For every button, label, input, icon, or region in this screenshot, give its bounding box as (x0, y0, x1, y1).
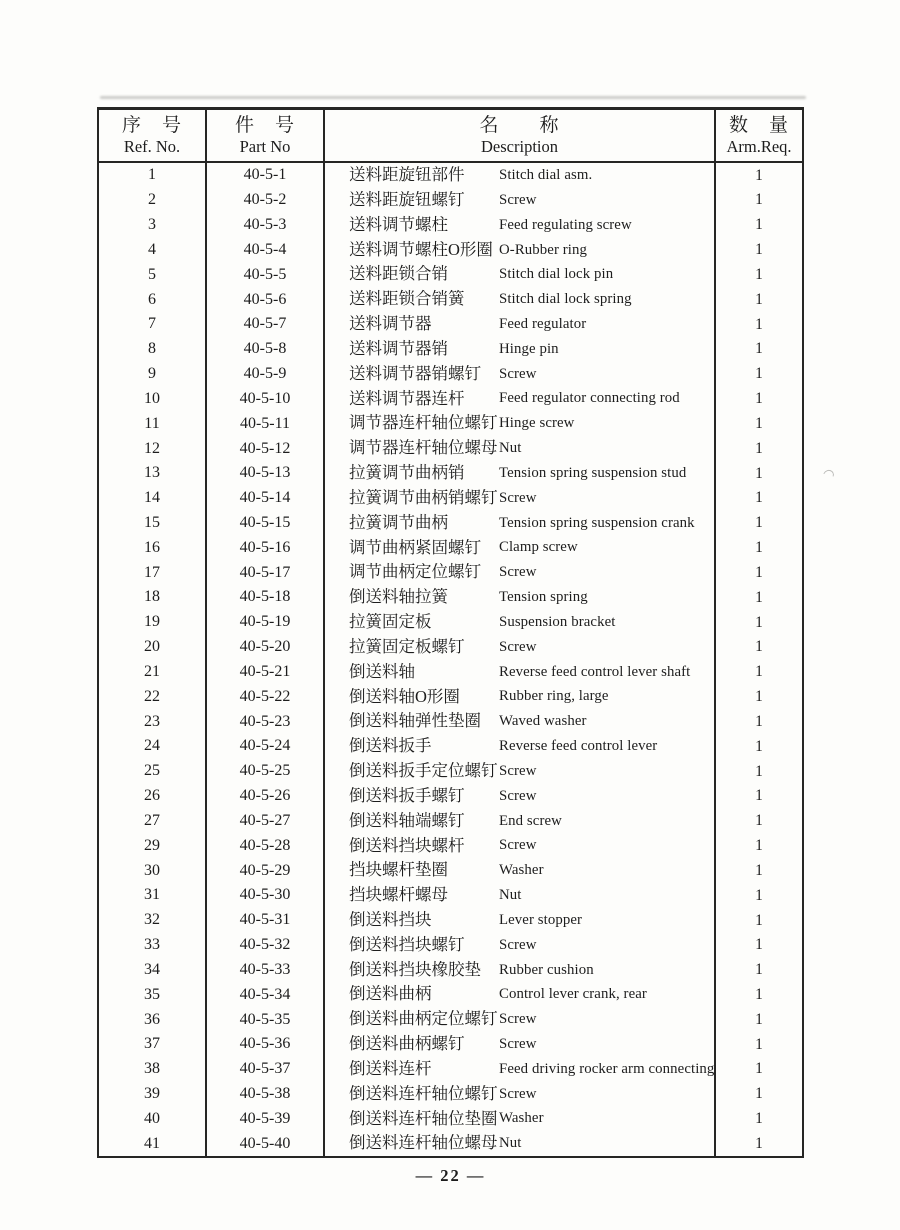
description-english: Stitch dial lock spring (499, 291, 632, 308)
description-cell (325, 660, 716, 685)
description-cell (325, 213, 716, 238)
part-no-cell: 40-5-21 (207, 660, 325, 685)
description-cell (325, 933, 716, 958)
table-row (99, 684, 802, 709)
description-english: Feed regulator (499, 315, 587, 332)
table-row (99, 560, 802, 585)
table-body (99, 163, 802, 1156)
description-english: Screw (499, 762, 537, 779)
description-english: Washer (499, 1110, 544, 1127)
description-chinese: 送料距旋钮部件 (349, 165, 465, 185)
table-row (99, 1007, 802, 1032)
description-english: Screw (499, 564, 537, 581)
description-chinese: 倒送料连杆轴位螺钉 (349, 1083, 498, 1103)
description-english: Hinge screw (499, 415, 575, 432)
table-row (99, 933, 802, 958)
description-cell (325, 262, 716, 287)
scan-curl-artifact (821, 468, 835, 482)
part-no-cell: 40-5-13 (207, 461, 325, 486)
quantity-cell: 1 (755, 464, 763, 482)
table-row (99, 709, 802, 734)
ref-no-cell: 31 (99, 883, 207, 908)
ref-no-cell: 15 (99, 511, 207, 536)
quantity-cell: 1 (755, 638, 763, 656)
description-cell (325, 237, 716, 262)
quantity-cell: 1 (755, 787, 763, 805)
description-chinese: 挡块螺杆垫圈 (349, 860, 448, 880)
header-quantity (716, 110, 802, 161)
table-row (99, 237, 802, 262)
quantity-cell: 1 (755, 489, 763, 507)
ref-no-cell: 10 (99, 386, 207, 411)
description-english: Lever stopper (499, 911, 583, 928)
description-english: Reverse feed control lever shaft (499, 663, 691, 680)
table-header-row (99, 110, 802, 163)
description-cell (325, 684, 716, 709)
description-cell (325, 411, 716, 436)
header-quantity-zh: 数 量 (728, 115, 789, 136)
table-row (99, 188, 802, 213)
quantity-cell: 1 (755, 340, 763, 358)
ref-no-cell: 12 (99, 436, 207, 461)
part-no-cell: 40-5-38 (207, 1082, 325, 1107)
description-chinese: 拉簧调节曲柄 (349, 512, 448, 532)
quantity-cell: 1 (755, 1134, 763, 1152)
quantity-cell: 1 (755, 1085, 763, 1103)
quantity-cell: 1 (755, 861, 763, 879)
ref-no-cell: 13 (99, 461, 207, 486)
ref-no-cell: 36 (99, 1007, 207, 1032)
description-chinese: 送料距锁合销 (349, 264, 448, 284)
description-chinese: 拉簧调节曲柄销 (349, 463, 465, 483)
description-chinese: 调节曲柄定位螺钉 (349, 562, 481, 582)
description-cell (325, 759, 716, 784)
description-chinese: 送料距锁合销簧 (349, 289, 465, 309)
description-chinese: 送料调节器销 (349, 338, 448, 358)
part-no-cell: 40-5-31 (207, 908, 325, 933)
part-no-cell: 40-5-30 (207, 883, 325, 908)
header-part-no-zh: 件 号 (234, 115, 295, 136)
ref-no-cell: 22 (99, 684, 207, 709)
part-no-cell: 40-5-36 (207, 1032, 325, 1057)
header-part-no (207, 110, 325, 161)
description-cell (325, 833, 716, 858)
scan-smear-artifact (100, 96, 806, 99)
ref-no-cell: 18 (99, 585, 207, 610)
part-no-cell: 40-5-17 (207, 560, 325, 585)
part-no-cell: 40-5-22 (207, 684, 325, 709)
description-cell (325, 982, 716, 1007)
header-ref-no-zh: 序 号 (121, 115, 182, 136)
ref-no-cell: 34 (99, 958, 207, 983)
part-no-cell: 40-5-14 (207, 486, 325, 511)
description-cell (325, 287, 716, 312)
quantity-cell: 1 (755, 539, 763, 557)
part-no-cell: 40-5-20 (207, 635, 325, 660)
description-chinese: 倒送料扳手 (349, 736, 432, 756)
quantity-cell: 1 (755, 886, 763, 904)
description-chinese: 倒送料轴 (349, 661, 415, 681)
description-english: Hinge pin (499, 340, 559, 357)
ref-no-cell: 25 (99, 759, 207, 784)
ref-no-cell: 2 (99, 188, 207, 213)
description-english: Tension spring suspension stud (499, 464, 687, 481)
description-english: Nut (499, 887, 522, 904)
part-no-cell: 40-5-29 (207, 858, 325, 883)
parts-table (97, 107, 804, 1158)
part-no-cell: 40-5-15 (207, 511, 325, 536)
quantity-cell: 1 (755, 588, 763, 606)
quantity-cell: 1 (755, 1035, 763, 1053)
table-row (99, 511, 802, 536)
table-row (99, 287, 802, 312)
ref-no-cell: 23 (99, 709, 207, 734)
description-english: Screw (499, 1036, 537, 1052)
part-no-cell: 40-5-9 (207, 362, 325, 387)
description-cell (325, 1007, 716, 1032)
description-cell (325, 535, 716, 560)
part-no-cell: 40-5-32 (207, 933, 325, 958)
header-ref-no (99, 110, 207, 161)
description-chinese: 调节曲柄紧固螺钉 (349, 537, 481, 557)
description-cell (325, 585, 716, 610)
ref-no-cell: 3 (99, 213, 207, 238)
description-cell (325, 908, 716, 933)
description-english: Rubber ring, large (499, 688, 609, 705)
page-number: — 22 — (415, 1166, 486, 1185)
table-row (99, 784, 802, 809)
part-no-cell: 40-5-28 (207, 833, 325, 858)
ref-no-cell: 14 (99, 486, 207, 511)
ref-no-cell: 4 (99, 237, 207, 262)
description-chinese: 倒送料轴O形圈 (349, 686, 460, 706)
ref-no-cell: 11 (99, 411, 207, 436)
description-chinese: 挡块螺杆螺母 (349, 885, 448, 905)
table-row (99, 312, 802, 337)
header-description-en: Description (481, 137, 558, 156)
header-quantity-en: Arm.Req. (726, 137, 792, 156)
table-row (99, 461, 802, 486)
description-cell (325, 486, 716, 511)
table-row (99, 660, 802, 685)
table-row (99, 1131, 802, 1156)
description-cell (325, 1057, 716, 1082)
part-no-cell: 40-5-2 (207, 188, 325, 213)
description-chinese: 倒送料连杆轴位垫圈 (349, 1108, 498, 1128)
description-chinese: 倒送料扳手定位螺钉 (349, 761, 498, 781)
table-row (99, 362, 802, 387)
description-chinese: 倒送料扳手螺钉 (349, 785, 465, 805)
part-no-cell: 40-5-35 (207, 1007, 325, 1032)
part-no-cell: 40-5-24 (207, 734, 325, 759)
description-chinese: 倒送料轴端螺钉 (349, 810, 465, 830)
table-row (99, 1032, 802, 1057)
description-chinese: 拉簧调节曲柄销螺钉 (349, 487, 498, 507)
table-row (99, 535, 802, 560)
part-no-cell: 40-5-34 (207, 982, 325, 1007)
table-row (99, 734, 802, 759)
ref-no-cell: 30 (99, 858, 207, 883)
table-row (99, 1082, 802, 1107)
table-row (99, 610, 802, 635)
quantity-cell: 1 (755, 837, 763, 855)
quantity-cell: 1 (755, 688, 763, 706)
quantity-cell: 1 (755, 911, 763, 929)
table-row (99, 436, 802, 461)
quantity-cell: 1 (755, 1060, 763, 1078)
quantity-cell: 1 (755, 563, 763, 581)
table-row (99, 958, 802, 983)
description-cell (325, 635, 716, 660)
table-row (99, 411, 802, 436)
description-cell (325, 511, 716, 536)
description-cell (325, 1032, 716, 1057)
part-no-cell: 40-5-33 (207, 958, 325, 983)
description-english: Clamp screw (499, 539, 578, 556)
description-chinese: 倒送料挡块 (349, 910, 432, 929)
description-english: Suspension bracket (499, 613, 616, 630)
description-english: Tension spring suspension crank (499, 514, 695, 531)
ref-no-cell: 32 (99, 908, 207, 933)
quantity-cell: 1 (755, 1110, 763, 1128)
ref-no-cell: 40 (99, 1106, 207, 1131)
part-no-cell: 40-5-4 (207, 237, 325, 262)
quantity-cell: 1 (755, 737, 763, 755)
description-cell (325, 461, 716, 486)
table-row (99, 809, 802, 834)
description-cell (325, 709, 716, 734)
description-english: Feed driving rocker arm connecting (499, 1060, 715, 1077)
quantity-cell: 1 (755, 961, 763, 979)
description-chinese: 送料距旋钮螺钉 (349, 189, 465, 209)
part-no-cell: 40-5-25 (207, 759, 325, 784)
table-row (99, 337, 802, 362)
header-part-no-en: Part No (239, 137, 291, 156)
description-english: Screw (499, 837, 537, 854)
part-no-cell: 40-5-26 (207, 784, 325, 809)
description-cell (325, 883, 716, 908)
description-chinese: 倒送料轴拉簧 (349, 587, 448, 607)
table-row (99, 486, 802, 511)
ref-no-cell: 9 (99, 362, 207, 387)
description-english: Screw (499, 1085, 537, 1102)
quantity-cell: 1 (755, 812, 763, 830)
description-english: Nut (499, 1135, 522, 1152)
description-english: Reverse feed control lever (499, 738, 658, 755)
table-row (99, 635, 802, 660)
quantity-cell: 1 (755, 191, 763, 209)
table-row (99, 163, 802, 188)
description-english: Feed regulating screw (499, 216, 632, 233)
description-cell (325, 734, 716, 759)
description-chinese: 倒送料曲柄定位螺钉 (349, 1009, 498, 1029)
quantity-cell: 1 (755, 936, 763, 954)
description-chinese: 拉簧固定板螺钉 (349, 636, 465, 656)
description-english: Screw (499, 1011, 537, 1028)
quantity-cell: 1 (755, 365, 763, 383)
ref-no-cell: 7 (99, 312, 207, 337)
quantity-cell: 1 (755, 514, 763, 532)
quantity-cell: 1 (755, 414, 763, 432)
description-cell (325, 312, 716, 337)
description-chinese: 拉簧固定板 (349, 612, 432, 632)
description-chinese: 倒送料轴弹性垫圈 (349, 711, 481, 731)
part-no-cell: 40-5-3 (207, 213, 325, 238)
description-english: Rubber cushion (499, 961, 594, 978)
description-cell (325, 188, 716, 213)
part-no-cell: 40-5-6 (207, 287, 325, 312)
part-no-cell: 40-5-1 (207, 163, 325, 188)
description-english: Stitch dial asm. (499, 167, 593, 184)
part-no-cell: 40-5-11 (207, 411, 325, 436)
header-description-zh: 名 称 (479, 115, 560, 136)
table-row (99, 883, 802, 908)
description-chinese: 倒送料连杆轴位螺母 (349, 1133, 498, 1153)
description-english: Control lever crank, rear (499, 986, 647, 1003)
part-no-cell: 40-5-10 (207, 386, 325, 411)
ref-no-cell: 1 (99, 163, 207, 188)
description-cell (325, 1106, 716, 1131)
description-chinese: 调节器连杆轴位螺母 (349, 438, 498, 458)
table-row (99, 759, 802, 784)
quantity-cell: 1 (755, 315, 763, 333)
description-chinese: 倒送料挡块螺杆 (349, 835, 465, 855)
ref-no-cell: 37 (99, 1032, 207, 1057)
table-row (99, 833, 802, 858)
description-chinese: 送料调节器连杆 (349, 388, 465, 408)
description-cell (325, 610, 716, 635)
part-no-cell: 40-5-39 (207, 1106, 325, 1131)
quantity-cell: 1 (755, 613, 763, 631)
ref-no-cell: 21 (99, 660, 207, 685)
description-cell (325, 560, 716, 585)
description-cell (325, 1131, 716, 1156)
part-no-cell: 40-5-23 (207, 709, 325, 734)
description-english: Screw (499, 365, 537, 382)
description-english: Feed regulator connecting rod (499, 390, 680, 407)
description-cell (325, 809, 716, 834)
description-chinese: 倒送料挡块螺钉 (349, 934, 465, 954)
ref-no-cell: 19 (99, 610, 207, 635)
ref-no-cell: 29 (99, 833, 207, 858)
description-english: Stitch dial lock pin (499, 266, 614, 283)
description-chinese: 倒送料挡块橡胶垫 (349, 959, 481, 979)
description-english: Screw (499, 936, 537, 953)
quantity-cell: 1 (755, 265, 763, 283)
quantity-cell: 1 (755, 241, 763, 259)
part-no-cell: 40-5-37 (207, 1057, 325, 1082)
description-english: Screw (499, 638, 537, 655)
description-chinese: 调节器连杆轴位螺钉 (349, 413, 498, 433)
description-chinese: 送料调节器销螺钉 (349, 363, 481, 383)
header-description (325, 110, 716, 161)
ref-no-cell: 17 (99, 560, 207, 585)
description-cell (325, 163, 716, 188)
part-no-cell: 40-5-7 (207, 312, 325, 337)
ref-no-cell: 24 (99, 734, 207, 759)
table-row (99, 213, 802, 238)
description-english: End screw (499, 812, 562, 829)
ref-no-cell: 39 (99, 1082, 207, 1107)
ref-no-cell: 26 (99, 784, 207, 809)
table-row (99, 908, 802, 933)
description-cell (325, 858, 716, 883)
quantity-cell: 1 (755, 290, 763, 308)
description-english: Nut (499, 440, 522, 457)
header-ref-no-en: Ref. No. (123, 137, 181, 156)
description-cell (325, 436, 716, 461)
description-english: Tension spring (499, 589, 588, 606)
description-english: Washer (499, 862, 544, 879)
description-chinese: 送料调节螺柱 (349, 214, 448, 234)
description-english: Screw (499, 787, 537, 804)
quantity-cell: 1 (755, 762, 763, 780)
ref-no-cell: 41 (99, 1131, 207, 1156)
table-row (99, 858, 802, 883)
description-cell (325, 337, 716, 362)
description-chinese: 倒送料连杆 (349, 1058, 432, 1078)
ref-no-cell: 8 (99, 337, 207, 362)
table-row (99, 585, 802, 610)
description-cell (325, 1082, 716, 1107)
description-english: Screw (499, 191, 537, 208)
part-no-cell: 40-5-5 (207, 262, 325, 287)
ref-no-cell: 27 (99, 809, 207, 834)
ref-no-cell: 20 (99, 635, 207, 660)
quantity-cell: 1 (755, 1010, 763, 1028)
part-no-cell: 40-5-19 (207, 610, 325, 635)
part-no-cell: 40-5-8 (207, 337, 325, 362)
ref-no-cell: 35 (99, 982, 207, 1007)
part-no-cell: 40-5-27 (207, 809, 325, 834)
part-no-cell: 40-5-16 (207, 535, 325, 560)
description-chinese: 送料调节器 (349, 314, 432, 334)
ref-no-cell: 33 (99, 933, 207, 958)
quantity-cell: 1 (755, 663, 763, 681)
part-no-cell: 40-5-12 (207, 436, 325, 461)
description-cell (325, 362, 716, 387)
description-cell (325, 386, 716, 411)
table-row (99, 386, 802, 411)
description-english: Waved washer (499, 713, 587, 730)
table-row (99, 982, 802, 1007)
quantity-cell: 1 (755, 390, 763, 408)
ref-no-cell: 16 (99, 535, 207, 560)
quantity-cell: 1 (755, 985, 763, 1003)
part-no-cell: 40-5-18 (207, 585, 325, 610)
description-cell (325, 958, 716, 983)
ref-no-cell: 6 (99, 287, 207, 312)
ref-no-cell: 5 (99, 262, 207, 287)
table-row (99, 262, 802, 287)
description-chinese: 送料调节螺柱O形圈 (349, 239, 493, 259)
description-english: Screw (499, 489, 537, 506)
table-row (99, 1057, 802, 1082)
description-chinese: 倒送料曲柄螺钉 (349, 1034, 465, 1054)
ref-no-cell: 38 (99, 1057, 207, 1082)
quantity-cell: 1 (755, 712, 763, 730)
part-no-cell: 40-5-40 (207, 1131, 325, 1156)
quantity-cell: 1 (755, 439, 763, 457)
quantity-cell: 1 (755, 216, 763, 234)
table-row (99, 1106, 802, 1131)
description-chinese: 倒送料曲柄 (349, 984, 432, 1004)
quantity-cell: 1 (755, 166, 763, 184)
description-cell (325, 784, 716, 809)
description-english: O-Rubber ring (499, 241, 588, 258)
